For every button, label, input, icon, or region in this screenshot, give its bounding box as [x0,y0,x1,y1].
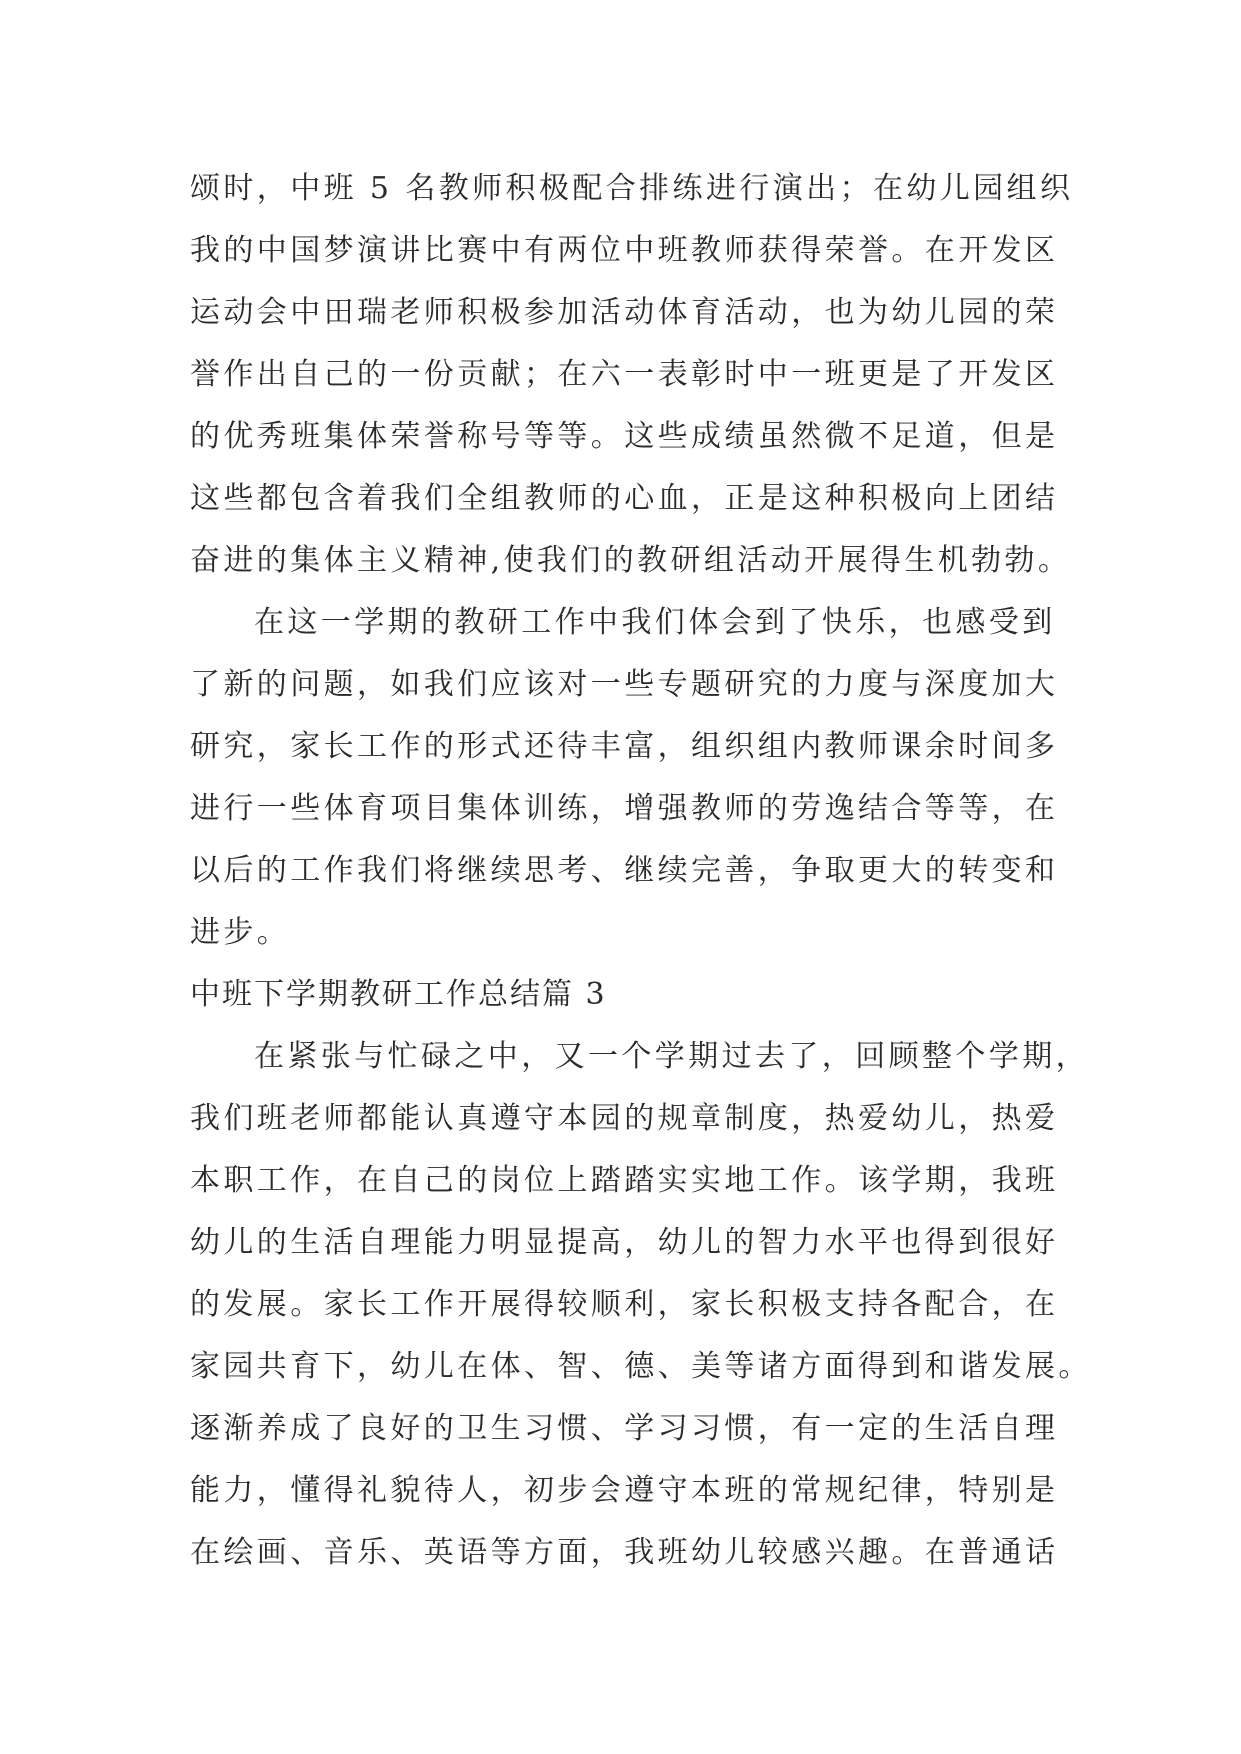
text-line: 幼儿的生活自理能力明显提高，幼儿的智力水平也得到很好 [190,1225,1059,1260]
text-line: 我的中国梦演讲比赛中有两位中班教师获得荣誉。在开发区 [190,233,1059,268]
text-line: 这些都包含着我们全组教师的心血，正是这种积极向上团结 [190,481,1059,516]
text-line: 誉作出自己的一份贡献；在六一表彰时中一班更是了开发区 [190,357,1059,392]
text-line: 在绘画、音乐、英语等方面，我班幼儿较感兴趣。在普通话 [190,1535,1059,1570]
text-line: 颂时，中班 5 名教师积极配合排练进行演出；在幼儿园组织 [190,171,1074,206]
text-line: 本职工作，在自己的岗位上踏踏实实地工作。该学期，我班 [190,1163,1059,1198]
text-line: 进步。 [190,915,291,950]
text-line: 奋进的集体主义精神,使我们的教研组活动开展得生机勃勃。 [190,543,1072,578]
section-heading: 中班下学期教研工作总结篇 3 [190,977,607,1012]
text-line: 在这一学期的教研工作中我们体会到了快乐，也感受到 [254,605,1056,640]
text-line: 逐渐养成了良好的卫生习惯、学习习惯，有一定的生活自理 [190,1411,1059,1446]
text-line: 运动会中田瑞老师积极参加活动体育活动，也为幼儿园的荣 [190,295,1059,330]
text-line: 能力，懂得礼貌待人，初步会遵守本班的常规纪律，特别是 [190,1473,1059,1508]
text-line: 的发展。家长工作开展得较顺利，家长积极支持各配合，在 [190,1287,1059,1322]
text-line: 了新的问题，如我们应该对一些专题研究的力度与深度加大 [190,667,1059,702]
text-line: 我们班老师都能认真遵守本园的规章制度，热爱幼儿，热爱 [190,1101,1059,1136]
text-line: 进行一些体育项目集体训练，增强教师的劳逸结合等等，在 [190,791,1059,826]
paragraph-block-2 [190,1026,1092,1584]
text-line: 研究，家长工作的形式还待丰富，组织组内教师课余时间多 [190,729,1059,764]
text-line: 以后的工作我们将继续思考、继续完善，争取更大的转变和 [190,853,1059,888]
text-line: 家园共育下，幼儿在体、智、德、美等诸方面得到和谐发展。 [190,1349,1092,1384]
text-line: 在紧张与忙碌之中，又一个学期过去了，回顾整个学期， [254,1039,1089,1074]
paragraph-block-1 [190,158,1074,964]
text-line: 的优秀班集体荣誉称号等等。这些成绩虽然微不足道，但是 [190,419,1059,454]
